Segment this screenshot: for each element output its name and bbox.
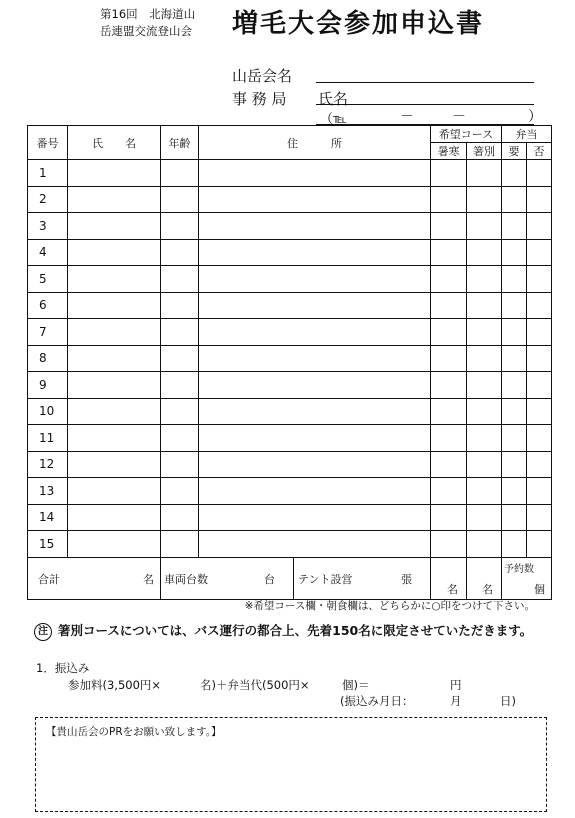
address-cell[interactable] (199, 451, 431, 478)
age-cell[interactable] (161, 425, 199, 452)
participant-row (28, 425, 552, 452)
address-cell[interactable] (199, 239, 431, 266)
participant-row (28, 478, 552, 505)
bento-no-cell[interactable] (527, 425, 552, 452)
participant-row (28, 345, 552, 372)
bento-yes-cell[interactable] (502, 266, 527, 293)
office-name-field[interactable] (316, 104, 534, 105)
reserve-unit: 個 (534, 582, 546, 596)
participant-row (28, 292, 552, 319)
transfer-day: 日) (500, 694, 516, 708)
bento-yes-cell[interactable] (502, 213, 527, 240)
participant-row (28, 213, 552, 240)
payment-fee: 参加料(3,500円× (68, 678, 162, 692)
bento-yes-cell[interactable] (502, 504, 527, 531)
address-cell[interactable] (199, 186, 431, 213)
course-b-unit: 名 (482, 582, 494, 596)
address-cell[interactable] (199, 292, 431, 319)
course-shokan-cell[interactable] (431, 372, 467, 399)
age-cell[interactable] (161, 345, 199, 372)
col-header-bento-yes: 要 (502, 143, 527, 160)
pr-label: 【貴山岳会のPRをお願い致します。】 (46, 726, 222, 738)
bento-no-cell[interactable] (527, 398, 552, 425)
row-number: 1 (28, 160, 68, 187)
age-cell[interactable] (161, 160, 199, 187)
row-number: 15 (28, 531, 68, 558)
name-cell[interactable] (68, 372, 161, 399)
age-cell[interactable] (161, 504, 199, 531)
name-cell[interactable] (68, 213, 161, 240)
address-cell[interactable] (199, 160, 431, 187)
course-shokan-cell[interactable] (431, 478, 467, 505)
row-number: 4 (28, 239, 68, 266)
course-hashibetsu-cell[interactable] (467, 345, 502, 372)
col-header-course-shokan: 暑寒 (431, 143, 467, 160)
course-hashibetsu-cell[interactable] (467, 319, 502, 346)
participant-row (28, 398, 552, 425)
course-shokan-cell[interactable] (431, 266, 467, 293)
row-number: 2 (28, 186, 68, 213)
name-cell[interactable] (68, 425, 161, 452)
office-label: 事 務 局 (232, 90, 287, 108)
bento-no-cell[interactable] (527, 504, 552, 531)
caution-icon: 注 (34, 623, 52, 641)
course-shokan-cell[interactable] (431, 160, 467, 187)
age-cell[interactable] (161, 398, 199, 425)
name-cell[interactable] (68, 319, 161, 346)
name-cell[interactable] (68, 531, 161, 558)
participant-row (28, 504, 552, 531)
transfer-date-label: (振込み月日： (340, 694, 414, 708)
tent-label: テント設営 (298, 572, 353, 586)
age-cell[interactable] (161, 319, 199, 346)
cars-tent-cell (161, 557, 431, 599)
course-hashibetsu-cell[interactable] (467, 186, 502, 213)
bento-no-cell[interactable] (527, 478, 552, 505)
course-hashibetsu-cell[interactable] (467, 451, 502, 478)
bento-yes-cell[interactable] (502, 239, 527, 266)
row-number: 13 (28, 478, 68, 505)
course-shokan-cell[interactable] (431, 239, 467, 266)
tel-open: （℡ (320, 112, 347, 127)
age-cell[interactable] (161, 213, 199, 240)
bento-no-cell[interactable] (527, 160, 552, 187)
col-header-number: 番号 (28, 126, 68, 160)
address-cell[interactable] (199, 213, 431, 240)
bento-reserve-total[interactable] (502, 557, 552, 599)
course-a-unit: 名 (447, 582, 458, 596)
participant-row (28, 531, 552, 558)
name-cell[interactable] (68, 266, 161, 293)
row-number: 9 (28, 372, 68, 399)
course-hashibetsu-cell[interactable] (467, 160, 502, 187)
course-shokan-cell[interactable] (431, 504, 467, 531)
bento-no-cell[interactable] (527, 451, 552, 478)
course-hashibetsu-cell[interactable] (467, 478, 502, 505)
address-cell[interactable] (199, 531, 431, 558)
col-header-course-hashibetsu: 箸別 (467, 143, 502, 160)
course-shokan-cell[interactable] (431, 398, 467, 425)
name-cell[interactable] (68, 345, 161, 372)
course-shokan-cell[interactable] (431, 425, 467, 452)
address-cell[interactable] (199, 319, 431, 346)
course-hashibetsu-cell[interactable] (467, 504, 502, 531)
address-cell[interactable] (199, 372, 431, 399)
age-cell[interactable] (161, 451, 199, 478)
participant-row (28, 319, 552, 346)
bento-yes-cell[interactable] (502, 531, 527, 558)
row-number: 12 (28, 451, 68, 478)
organizer-line-2: 岳連盟交流登山会 (100, 24, 192, 38)
course-shokan-cell[interactable] (431, 292, 467, 319)
office-name-label: 氏名 (318, 90, 349, 108)
course-shokan-cell[interactable] (431, 451, 467, 478)
age-cell[interactable] (161, 239, 199, 266)
cars-label: 車両台数 (164, 572, 208, 586)
course-b-total[interactable] (467, 557, 502, 599)
form-note: ※希望コース欄・朝食欄は、どちらかに○印をつけて下さい。 (244, 600, 535, 612)
age-cell[interactable] (161, 186, 199, 213)
participant-row (28, 266, 552, 293)
tel-close: ） (528, 109, 542, 125)
col-header-bento: 弁当 (502, 126, 552, 143)
payment-heading: 1．振込み (36, 661, 90, 675)
row-number: 7 (28, 319, 68, 346)
name-cell[interactable] (68, 398, 161, 425)
row-number: 3 (28, 213, 68, 240)
course-shokan-cell[interactable] (431, 213, 467, 240)
organizer-line-1: 第16回 北海道山 (100, 7, 196, 21)
club-name-label: 山岳会名 (232, 67, 293, 85)
age-cell[interactable] (161, 478, 199, 505)
address-cell[interactable] (199, 478, 431, 505)
bento-no-cell[interactable] (527, 239, 552, 266)
col-header-age: 年齢 (161, 126, 199, 160)
row-number: 14 (28, 504, 68, 531)
participant-row (28, 160, 552, 187)
total-cell (28, 557, 161, 599)
row-number: 5 (28, 266, 68, 293)
course-shokan-cell[interactable] (431, 345, 467, 372)
page-title: 増毛大会参加申込書 (232, 9, 485, 39)
tel-dash-2: － (452, 109, 466, 125)
transfer-month: 月 (450, 694, 462, 708)
name-cell[interactable] (68, 292, 161, 319)
bento-yes-cell[interactable] (502, 372, 527, 399)
bento-no-cell[interactable] (527, 319, 552, 346)
participant-row (28, 186, 552, 213)
course-hashibetsu-cell[interactable] (467, 266, 502, 293)
bento-yes-cell[interactable] (502, 160, 527, 187)
name-cell[interactable] (68, 504, 161, 531)
participant-row (28, 239, 552, 266)
bento-yes-cell[interactable] (502, 186, 527, 213)
tel-dash-1: － (400, 109, 414, 125)
col-header-course: 希望コース (431, 126, 502, 143)
participant-row (28, 372, 552, 399)
name-cell[interactable] (68, 239, 161, 266)
payment-bento: 名)＋弁当代(500円× (200, 678, 310, 692)
bento-yes-cell[interactable] (502, 345, 527, 372)
row-number: 11 (28, 425, 68, 452)
course-hashibetsu-cell[interactable] (467, 372, 502, 399)
address-cell[interactable] (199, 504, 431, 531)
course-hashibetsu-cell[interactable] (467, 425, 502, 452)
notice-text: 箸別コースについては、バス運行の都合上、先着150名に限定させていただきます。 (58, 623, 533, 638)
bento-yes-cell[interactable] (502, 292, 527, 319)
address-cell[interactable] (199, 425, 431, 452)
course-shokan-cell[interactable] (431, 531, 467, 558)
name-cell[interactable] (68, 451, 161, 478)
organizer-block (100, 6, 195, 40)
age-cell[interactable] (161, 531, 199, 558)
course-a-total[interactable] (431, 557, 467, 599)
col-header-name: 氏 名 (68, 126, 161, 160)
bento-yes-cell[interactable] (502, 425, 527, 452)
course-hashibetsu-cell[interactable] (467, 531, 502, 558)
bento-no-cell[interactable] (527, 372, 552, 399)
address-cell[interactable] (199, 345, 431, 372)
age-cell[interactable] (161, 266, 199, 293)
participant-row (28, 451, 552, 478)
bento-yes-cell[interactable] (502, 451, 527, 478)
course-hashibetsu-cell[interactable] (467, 239, 502, 266)
bento-no-cell[interactable] (527, 345, 552, 372)
tent-unit: 張 (401, 572, 412, 586)
payment-count: 個)＝ (342, 678, 370, 692)
row-number: 10 (28, 398, 68, 425)
row-number: 8 (28, 345, 68, 372)
course-shokan-cell[interactable] (431, 186, 467, 213)
name-cell[interactable] (68, 160, 161, 187)
address-cell[interactable] (199, 398, 431, 425)
club-name-field[interactable] (316, 82, 534, 83)
bento-no-cell[interactable] (527, 186, 552, 213)
course-shokan-cell[interactable] (431, 319, 467, 346)
course-hashibetsu-cell[interactable] (467, 398, 502, 425)
total-label: 合計 (38, 572, 60, 586)
bento-no-cell[interactable] (527, 266, 552, 293)
row-number: 6 (28, 292, 68, 319)
name-cell[interactable] (68, 186, 161, 213)
reserve-label: 予約数 (504, 563, 535, 575)
bento-no-cell[interactable] (527, 213, 552, 240)
name-cell[interactable] (68, 478, 161, 505)
total-unit: 名 (143, 572, 154, 586)
bento-yes-cell[interactable] (502, 319, 527, 346)
course-hashibetsu-cell[interactable] (467, 292, 502, 319)
course-limit-notice (34, 621, 532, 641)
bento-yes-cell[interactable] (502, 398, 527, 425)
bento-no-cell[interactable] (527, 292, 552, 319)
age-cell[interactable] (161, 292, 199, 319)
cars-box[interactable] (161, 558, 294, 599)
cars-unit: 台 (264, 572, 275, 586)
col-header-bento-no: 否 (527, 143, 552, 160)
pr-box[interactable] (35, 717, 547, 812)
participant-table (27, 125, 552, 600)
payment-yen: 円 (450, 678, 462, 692)
address-cell[interactable] (199, 266, 431, 293)
col-header-address: 住 所 (199, 126, 431, 160)
participant-rows (28, 160, 552, 558)
course-hashibetsu-cell[interactable] (467, 213, 502, 240)
bento-yes-cell[interactable] (502, 478, 527, 505)
age-cell[interactable] (161, 372, 199, 399)
bento-no-cell[interactable] (527, 531, 552, 558)
